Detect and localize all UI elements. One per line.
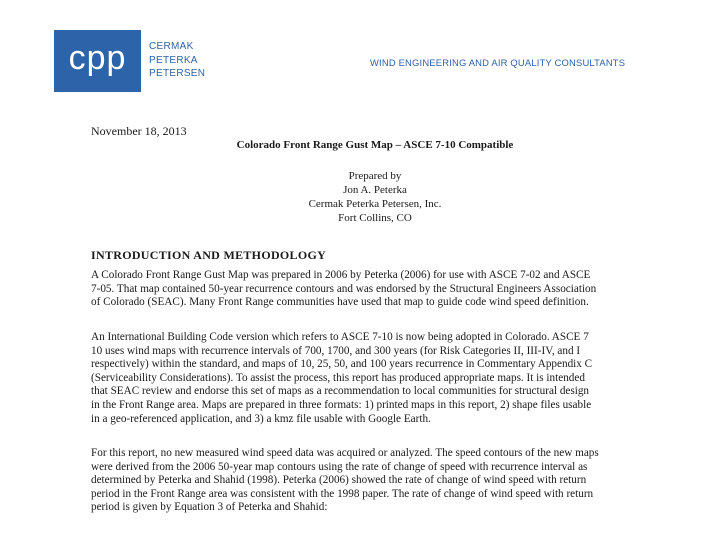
text-line: in the Front Range area. Maps are prepared in three formats: 1) printed maps in this report, 2) shape files usable bbox=[91, 398, 592, 411]
section-heading: INTRODUCTION AND METHODOLOGY bbox=[91, 248, 327, 262]
text-line: of Colorado (SEAC). Many Front Range communities have used that map to guide code wind speed definition. bbox=[91, 296, 589, 309]
logo-text: cpp bbox=[68, 39, 127, 77]
text-line: were derived from the 2006 50-year map contours using the rate of change of speed with recurrence interval as bbox=[91, 460, 588, 473]
text-line: period in the Front Range area was consistent with the 1998 paper. The rate of change of wind speed with return bbox=[91, 487, 594, 500]
byline bbox=[0, 169, 720, 225]
text-line: period is given by Equation 3 of Peterka and Shahid: bbox=[91, 501, 328, 514]
byline-line: Cermak Peterka Petersen, Inc. bbox=[308, 198, 442, 210]
document-date: November 18, 2013 bbox=[91, 124, 187, 138]
company-tagline: WIND ENGINEERING AND AIR QUALITY CONSULTANTS bbox=[370, 57, 626, 68]
byline-line: Fort Collins, CO bbox=[338, 212, 412, 224]
text-line: For this report, no new measured wind speed data was acquired or analyzed. The speed contours of the new maps bbox=[91, 447, 599, 459]
byline-line: Prepared by bbox=[348, 170, 402, 182]
paragraph-2 bbox=[91, 331, 651, 426]
text-line: determined by Peterka and Shahid (1998). Peterka (2006) showed the rate of change of wind speed with return bbox=[91, 474, 587, 487]
paragraph-3 bbox=[91, 447, 651, 515]
company-name-line: PETERSEN bbox=[149, 68, 206, 79]
text-line: in a geo-referenced application, and 3) a kmz file usable with Google Earth. bbox=[91, 412, 431, 425]
text-line: 10 uses wind maps with recurrence intervals of 700, 1700, and 300 years (for Risk Categories II, III-IV, and I bbox=[91, 344, 581, 357]
text-line: that SEAC review and endorse this set of maps as a recommendation to local communities for structural design bbox=[91, 385, 590, 398]
company-name-line: PETERKA bbox=[149, 54, 198, 66]
company-names bbox=[149, 40, 205, 81]
company-name-line: CERMAK bbox=[149, 41, 194, 52]
document-title: Colorado Front Range Gust Map – ASCE 7-10 Compatible bbox=[236, 139, 514, 151]
text-line: A Colorado Front Range Gust Map was prepared in 2006 by Peterka (2006) for use with ASCE 7-02 and ASCE bbox=[91, 269, 591, 281]
text-line: (Serviceability Considerations). To assist the process, this report has produced appropriate maps. It is intended bbox=[91, 371, 585, 384]
company-logo bbox=[54, 30, 141, 92]
text-line: respectively) within the standard, and maps of 10, 25, 50, and 100 years recurrence in Commentary Appendix C bbox=[91, 358, 593, 371]
text-line: An International Building Code version which refers to ASCE 7-10 is now being adopted in Colorado. ASCE 7 bbox=[91, 331, 589, 343]
paragraph-1 bbox=[91, 269, 651, 310]
byline-line: Jon A. Peterka bbox=[343, 184, 407, 196]
text-line: 7-05. That map contained 50-year recurrence contours and was endorsed by the Structural Engineers Association bbox=[91, 282, 597, 295]
